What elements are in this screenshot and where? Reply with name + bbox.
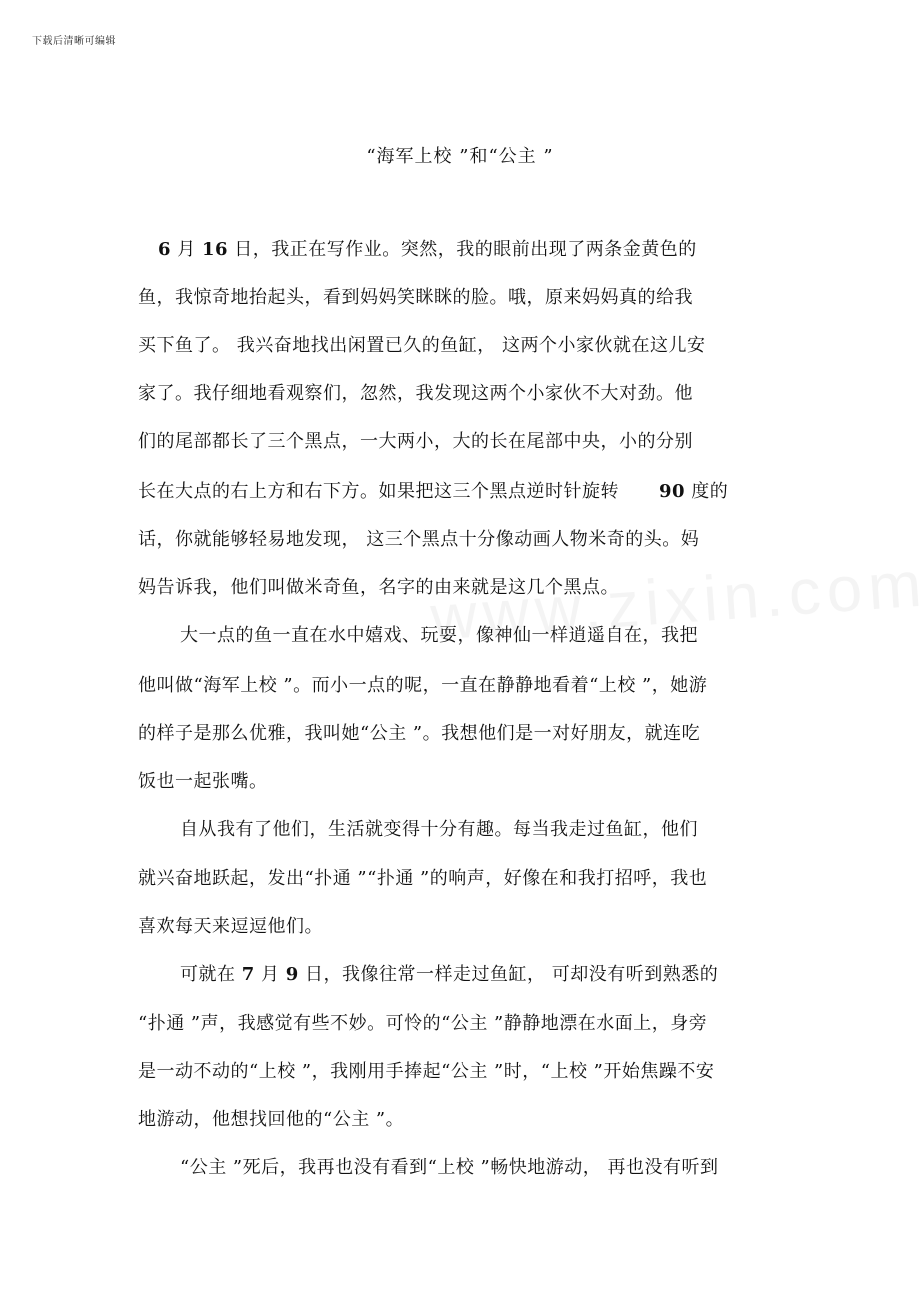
- line-text: 可就在: [180, 964, 236, 985]
- text-line: 的样子是那么优雅，我叫她“公主 ”。我想他们是一对好朋友，就连吃: [138, 723, 701, 744]
- month-unit: 月: [261, 964, 280, 985]
- text-line: “扑通 ”声，我感觉有些不妙。可怜的“公主 ”静静地漂在水面上，身旁: [138, 1013, 708, 1034]
- text-line: 话，你就能够轻易地发现， 这三个黑点十分像动画人物米奇的头。妈: [138, 529, 700, 550]
- line-text: 日，我像往常一样走过鱼缸， 可却没有听到熟悉的: [305, 964, 719, 985]
- text-line: 他叫做“海军上校 ”。而小一点的呢，一直在静静地看着“上校 ”，她游: [138, 675, 708, 696]
- text-line: 饭也一起张嘴。: [138, 771, 268, 792]
- document-title: “海军上校 ”和“公主 ”: [366, 146, 554, 167]
- text-line: 是一动不动的“上校 ”，我刚用手捧起“公主 ”时，“上校 ”开始焦躁不安: [138, 1061, 715, 1082]
- text-line: [180, 963, 718, 987]
- text-line: 们的尾部都长了三个黑点，一大两小，大的长在尾部中央，小的分别: [138, 431, 693, 452]
- text-line: 自从我有了他们，生活就变得十分有趣。每当我走过鱼缸，他们: [180, 819, 698, 840]
- text-line: 大一点的鱼一直在水中嬉戏、玩耍，像神仙一样逍遥自在，我把: [180, 625, 698, 646]
- text-line: 买下鱼了。 我兴奋地找出闲置已久的鱼缸， 这两个小家伙就在这儿安: [138, 335, 706, 356]
- text-line: 喜欢每天来逗逗他们。: [138, 916, 323, 937]
- month-unit: 月: [177, 239, 196, 260]
- date-day: 16: [202, 239, 229, 260]
- date-month: 7: [241, 964, 255, 985]
- text-line: 鱼，我惊奇地抬起头，看到妈妈笑眯眯的脸。哦，原来妈妈真的给我: [138, 287, 693, 308]
- text-line: 家了。我仔细地看观察们，忽然，我发现这两个小家伙不大对劲。他: [138, 383, 693, 404]
- text-line: 就兴奋地跃起，发出“扑通 ”“扑通 ”的响声，好像在和我打招呼，我也: [138, 868, 708, 889]
- text-line: 妈告诉我，他们叫做米奇鱼，名字的由来就是这几个黑点。: [138, 577, 619, 598]
- line-text: 度的: [691, 481, 729, 502]
- text-line: “公主 ”死后，我再也没有看到“上校 ”畅快地游动， 再也没有听到: [180, 1157, 719, 1178]
- line-text: 长在大点的右上方和右下方。如果把这三个黑点逆时针旋转: [138, 481, 619, 502]
- text-line: [138, 480, 728, 504]
- rotation-degrees: 90: [659, 481, 686, 502]
- text-line: 地游动，他想找回他的“公主 ”。: [138, 1109, 405, 1130]
- line-text: 日，我正在写作业。突然，我的眼前出现了两条金黄色的: [234, 239, 697, 260]
- text-line: [158, 238, 697, 262]
- date-day: 9: [285, 964, 299, 985]
- date-month: 6: [158, 239, 172, 260]
- header-note: 下载后清晰可编辑: [32, 36, 116, 47]
